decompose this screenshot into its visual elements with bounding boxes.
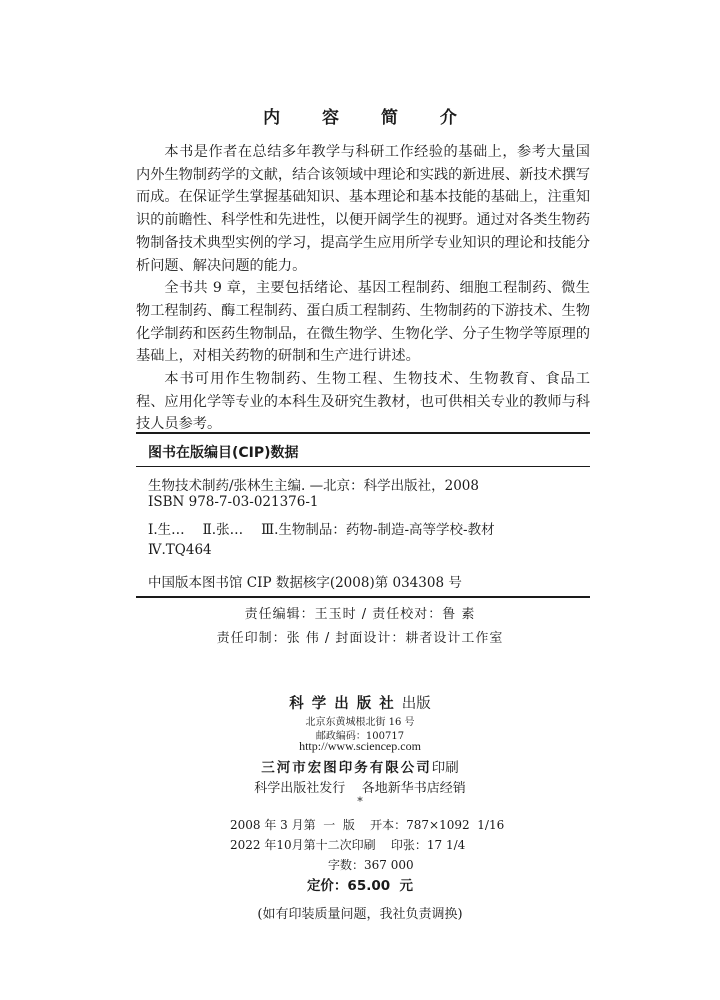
cip-check-number: 中国版本图书馆 CIP 数据核字(2008)第 034308 号 [148,575,462,591]
cip-isbn: ISBN 978-7-03-021376-1 [148,494,319,510]
cip-class-item: Ⅰ.生… [148,522,185,538]
price: 定价：65.00 元 [306,878,414,894]
printer-name: 三河市宏图印务有限公司 [261,760,432,776]
publisher-postcode: 邮政编码：100717 [315,731,405,742]
summary-text [136,141,590,436]
cip-divider [136,466,590,467]
publisher-website: http://www.sciencep.com [299,739,421,753]
cip-class-item: Ⅱ.张… [202,522,244,538]
cip-class-item: Ⅲ.生物制品：药物-制造-高等学校-教材 [261,522,495,538]
publisher-name: 科学出版社 [289,695,402,712]
summary-title: 内 容 简 介 [263,108,475,128]
publisher-line [0,692,720,713]
cip-data-box [136,432,590,598]
summary-paragraph: 全书共 9 章，主要包括绪论、基因工程制药、细胞工程制药、微生物工程制药、酶工程制药、蛋白质工程制药、生物制药的下游技术、生物化学制药和医药生物制品，在微生物学、生物化学、分子生物学等原理的基础上，对相关药物的研制和生产进行讲述。 [136,280,591,365]
cip-classification [148,520,578,560]
production-credits: 责任印制：张 伟 / 封面设计：耕者设计工作室 [216,631,504,646]
publisher-address: 北京东黄城根北街 16 号 [305,717,415,728]
printing-line: 2022 年10月第十二次印刷 印张：17 1/4 [230,838,466,852]
edition-line: 2008 年 3 月第 一 版 开本：787×1092 1/16 [230,818,505,832]
cip-record: 生物技术制药/张林生主编. —北京：科学出版社，2008 [148,478,479,494]
printer-suffix: 印刷 [431,760,459,776]
cip-heading: 图书在版编目(CIP)数据 [148,445,299,461]
publisher-suffix: 出版 [401,696,431,712]
printer-line [0,756,720,776]
editor-credits: 责任编辑：王玉时 / 责任校对：鲁 素 [244,607,476,622]
word-count: 字数：367 000 [328,858,414,872]
summary-paragraph: 本书可用作生物制药、生物工程、生物技术、生物教育、食品工程、应用化学等专业的本科生及研究生教材，也可供相关专业的教师与科技人员参考。 [136,371,591,433]
separator-asterisk: * [357,795,363,808]
distribution-line: 科学出版社发行 各地新华书店经销 [254,781,466,796]
cip-class-item: Ⅳ.TQ464 [148,542,212,558]
summary-paragraph: 本书是作者在总结多年教学与科研工作经验的基础上，参考大量国内外生物制药学的文献，结合该领域中理论和实践的新进展、新技术撰写而成。在保证学生掌握基础知识、基本理论和基本技能的基础上，注重知识的前瞻性、科学性和先进性，以便开阔学生的视野。通过对各类生物药物制备技术典型实例的学习，提高学生应用所学专业知识的理论和技能分析问题、解决问题的能力。 [136,144,591,274]
quality-notice: (如有印装质量问题，我社负责调换) [257,907,463,922]
